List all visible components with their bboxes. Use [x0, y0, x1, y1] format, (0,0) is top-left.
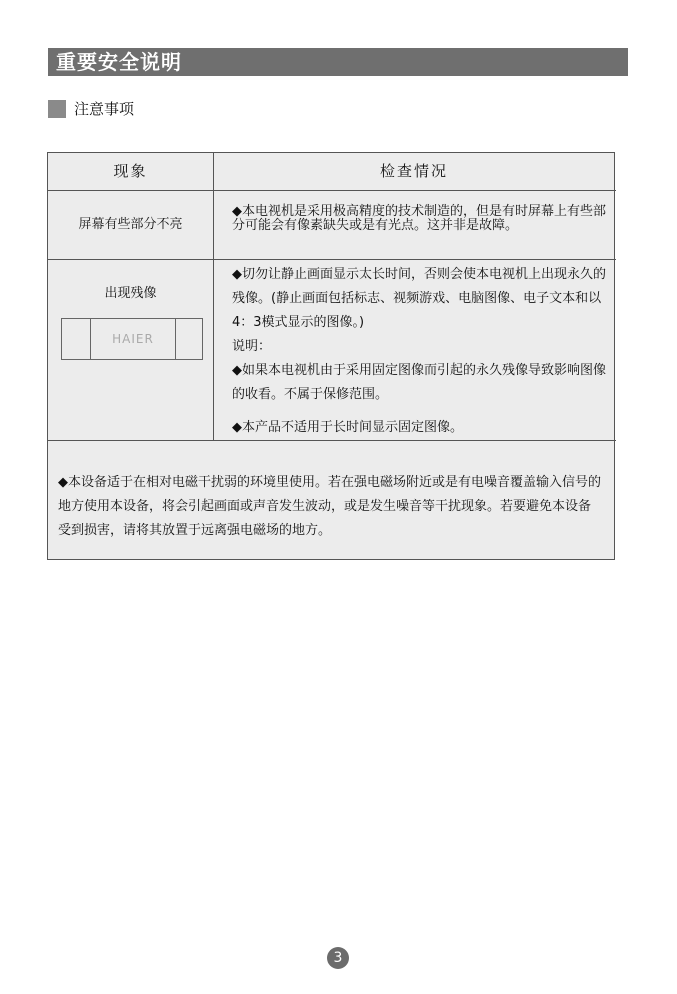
section-heading	[48, 100, 134, 118]
row2-symptom: 出现残像	[104, 286, 157, 301]
row2-check-text-2: ◆如果本电视机由于采用固定图像而引起的永久残像导致影响图像的收看。不属于保修范围。	[232, 363, 606, 402]
footer-note: ◆本设备适于在相对电磁干扰弱的环境里使用。若在强电磁场附近或是有电噪音覆盖输入信号的地方使用本设备，将会引起画面或声音发生波动，或是发生噪音等干扰现象。若要避免本设备受到损害，请将其放置于远离强电磁场的地方。	[58, 475, 601, 538]
header-check: 检查情况	[379, 162, 448, 180]
row2-check-cell	[232, 263, 612, 440]
section-title: 注意事项	[74, 100, 135, 118]
tv-screen-illustration	[61, 318, 203, 360]
row2-symptom-cell	[48, 260, 213, 440]
table-column-divider	[213, 153, 214, 440]
row2-check-text-1: ◆切勿让静止画面显示太长时间，否则会使本电视机上出现永久的残像。(静止画面包括标志、视频游戏、电脑图像、电子文本和以4：3模式显示的图像。)	[232, 267, 606, 330]
row2-check-label: 说明：	[232, 339, 272, 354]
row1-symptom: 屏幕有些部分不亮	[78, 217, 183, 232]
table-divider	[48, 440, 616, 441]
notice-table	[47, 152, 615, 560]
row1-check-text: ◆本电视机是采用极高精度的技术制造的，但是有时屏幕上有些部分可能会有像素缺失或是有光点。这并非是故障。	[232, 204, 606, 233]
page-title: 重要安全说明	[48, 48, 628, 76]
page-number: 3	[327, 947, 349, 969]
header-symptom: 现象	[113, 162, 148, 180]
tv-screen-logo: HAIER	[90, 319, 176, 359]
row2-check-text-3: ◆本产品不适用于长时间显示固定图像。	[232, 420, 463, 435]
section-square-icon	[48, 100, 66, 118]
